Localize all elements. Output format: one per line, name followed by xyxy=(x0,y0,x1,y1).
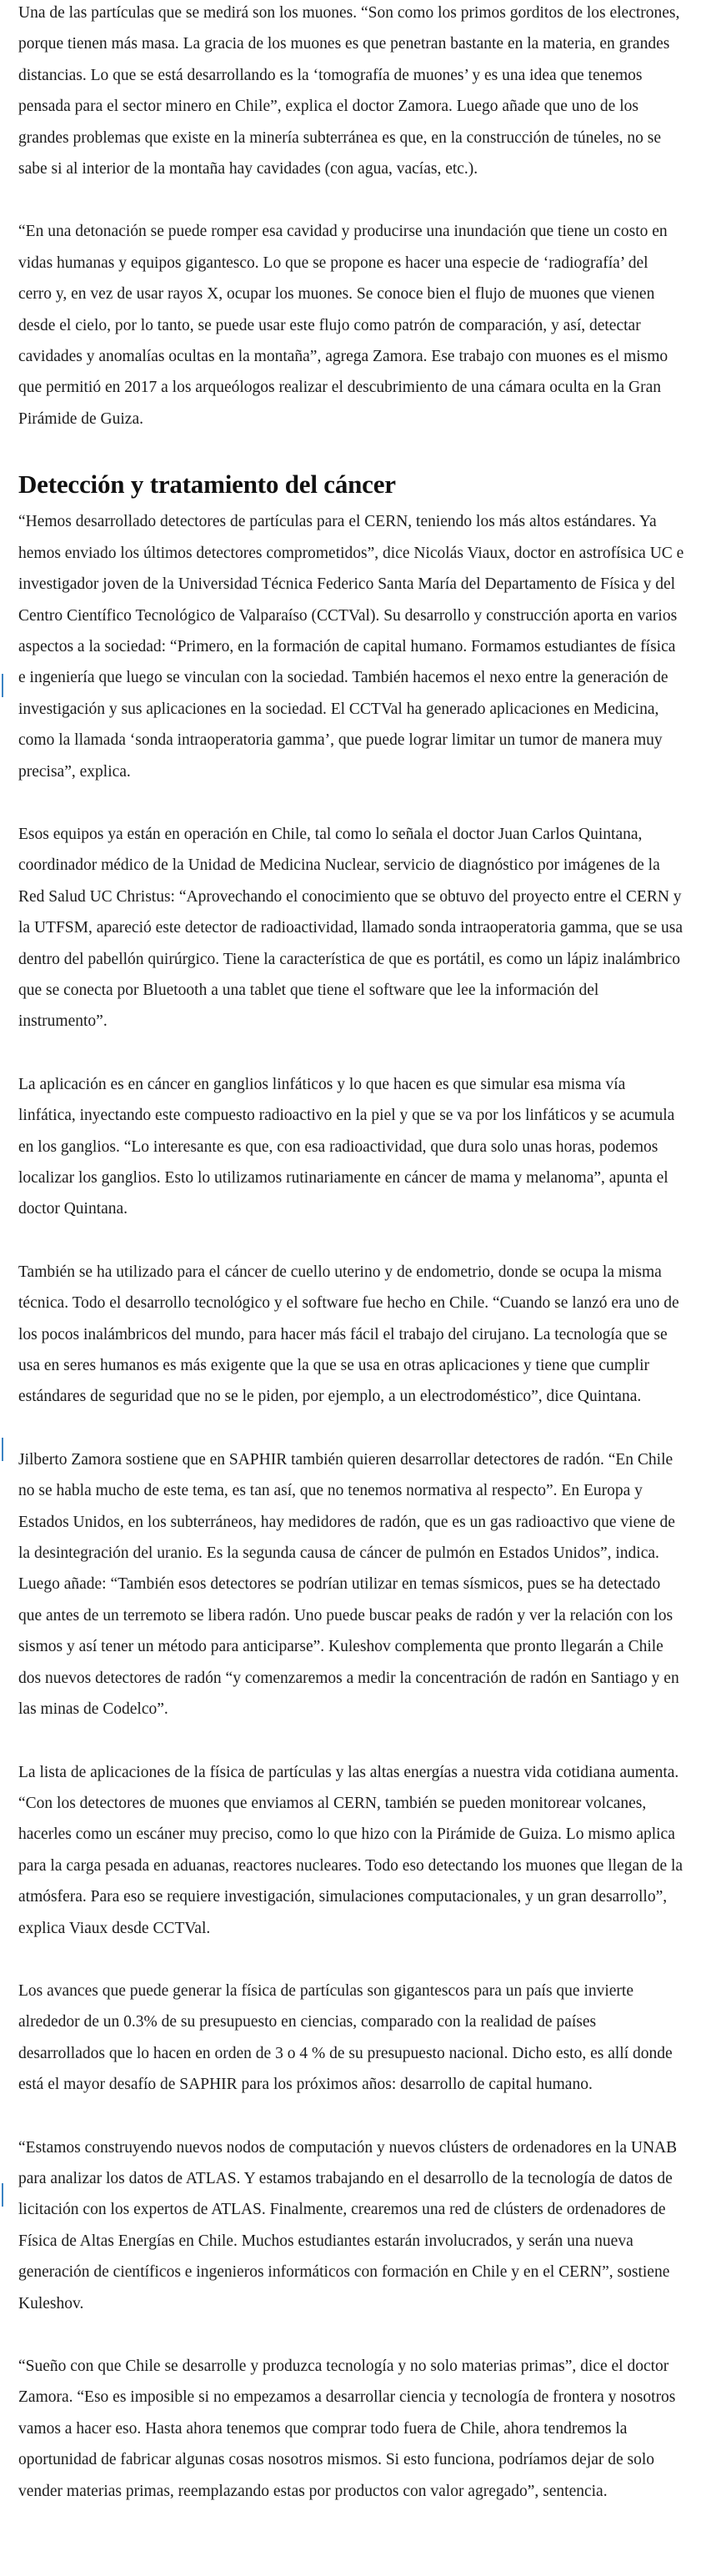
paragraph-kuleshov-atlas: “Estamos construyendo nuevos nodos de computación y nuevos clústers de ordenadores en la UNAB para analizar los datos de ATLAS. Y estamos trabajando en el desarrollo de la tecnología de datos de licitación con los expertos de ATLAS. Finalmente, crearemos una red de clústers de ordenadores de Física de Altas Energías en Chile. Muchos estudiantes estarán involucrados, y serán una nueva generación de científicos e ingenieros informáticos con formación en Chile y en el CERN”, sostiene Kuleshov. xyxy=(18,2138,678,2312)
left-edge-marker xyxy=(2,1438,3,1461)
section-heading: Detección y tratamiento del cáncer xyxy=(18,470,396,500)
article-body xyxy=(18,0,685,2538)
left-edge-marker xyxy=(2,2183,3,2207)
paragraph-muones: Una de las partículas que se medirá son los muones. “Son como los primos gorditos de los electrones, porque tienen más masa. La gracia de los muones es que penetran bastante en la materia, en grandes distancias. Lo que se está desarrollando es la ‘tomografía de muones’ y es una idea que tenemos pensada para el sector minero en Chile”, explica el doctor Zamora. Luego añade que uno de los grandes problemas que existe en la minería subterránea es que, en la construcción de túneles, no se sabe si al interior de la montaña hay cavidades (con agua, vacías, etc.). xyxy=(18,4,680,178)
paragraph-detonacion: “En una detonación se puede romper esa cavidad y producirse una inundación que tiene un costo en vidas humanas y equipos gigantesco. Lo que se propone es hacer una especie de ‘radiografía’ del cerro y, en vez de usar rayos X, ocupar los muones. Se conoce bien el flujo de muones que vienen desde el cielo, por lo tanto, se puede usar este flujo como patrón de comparación, y así, detectar cavidades y anomalías ocultas en la montaña”, agrega Zamora. Ese trabajo con muones es el mismo que permitió en 2017 a los arqueólogos realizar el descubrimiento de una cámara oculta en la Gran Pirámide de Guiza. xyxy=(18,223,668,428)
paragraph-zamora-sueno: “Sueño con que Chile se desarrolle y produzca tecnología y no solo materias primas”, dice el doctor Zamora. “Eso es imposible si no empezamos a desarrollar ciencia y tecnología de frontera y nosotros vamos a hacer eso. Hasta ahora tenemos que comprar todo fuera de Chile, ahora tendremos la oportunidad de fabricar algunas cosas nosotros mismos. Si esto funciona, podríamos dejar de solo vender materias primas, reemplazando estas por productos con valor agregado”, sentencia. xyxy=(18,2358,676,2500)
paragraph-cuello-uterino: También se ha utilizado para el cáncer de cuello uterino y de endometrio, donde se ocupa la misma técnica. Todo el desarrollo tecnológico y el software fue hecho en Chile. “Cuando se lanzó era uno de los pocos inalámbricos del mundo, para hacer más fácil el trabajo del cirujano. La tecnología que se usa en seres humanos es más exigente que la que se usa en otras aplicaciones y tiene que cumplir estándares de seguridad que no se le piden, por ejemplo, a un electrodoméstico”, dice Quintana. xyxy=(18,1263,679,1406)
paragraph-aplicaciones: La lista de aplicaciones de la física de partículas y las altas energías a nuestra vida cotidiana aumenta. “Con los detectores de muones que enviamos al CERN, también se pueden monitorear volcanes, hacerles como un escáner muy preciso, como lo que hizo con la Pirámide de Guiza. Lo mismo aplica para la carga pesada en aduanas, reactores nucleares. Todo eso detectando los muones que llegan de la atmósfera. Para eso se requiere investigación, simulaciones computacionales, y un gran desarrollo”, explica Viaux desde CCTVal. xyxy=(18,1763,683,1937)
left-edge-marker xyxy=(2,674,3,697)
paragraph-ganglios: La aplicación es en cáncer en ganglios linfáticos y lo que hacen es que simular esa misma vía linfática, inyectando este compuesto radioactivo en la piel y que se va por los linfáticos y se acumula en los ganglios. “Lo interesante es que, con esa radioactividad, que dura solo unas horas, podemos localizar los ganglios. Esto lo utilizamos rutinariamente en cáncer de mama y melanoma”, apunta el doctor Quintana. xyxy=(18,1075,675,1218)
paragraph-radon: Jilberto Zamora sostiene que en SAPHIR también quieren desarrollar detectores de radón. “En Chile no se habla mucho de este tema, es tan así, que no tenemos normativa al respecto”. En Europa y Estados Unidos, en los subterráneos, hay medidores de radón, que es un gas radioactivo que viene de la desintegración del uranio. Es la segunda causa de cáncer de pulmón en Estados Unidos”, indica. Luego añade: “También esos detectores se podrían utilizar en temas sísmicos, pues se ha detectado que antes de un terremoto se libera radón. Uno puede buscar peaks de radón y ver la relación con los sismos y así tener un método para anticiparse”. Kuleshov complementa que pronto llegarán a Chile dos nuevos detectores de radón “y comenzaremos a medir la concentración de radón en Santiago y en las minas de Codelco”. xyxy=(18,1450,679,1719)
paragraph-viaux-cern: “Hemos desarrollado detectores de partículas para el CERN, teniendo los más altos estándares. Ya hemos enviado los últimos detectores comprometidos”, dice Nicolás Viaux, doctor en astrofísica UC e investigador joven de la Universidad Técnica Federico Santa María del Departamento de Física y del Centro Científico Tecnológico de Valparaíso (CCTVal). Su desarrollo y construcción aporta en varios aspectos a la sociedad: “Primero, en la formación de capital humano. Formamos estudiantes de física e ingeniería que luego se vinculan con la sociedad. También hacemos el nexo entre la generación de investigación y sus aplicaciones en la sociedad. El CCTVal ha generado aplicaciones en Medicina, como la llamada ‘sonda intraoperatoria gamma’, que puede lograr limitar un tumor de manera muy precisa”, explica. xyxy=(18,513,684,781)
paragraph-presupuesto: Los avances que puede generar la física de partículas son gigantescos para un país que invierte alrededor de un 0.3% de su presupuesto en ciencias, comparado con la realidad de países desarrollados que lo hacen en orden de 3 o 4 % de su presupuesto nacional. Dicho esto, es allí donde está el mayor desafío de SAPHIR para los próximos años: desarrollo de capital humano. xyxy=(18,1981,673,2094)
paragraph-quintana-equipos: Esos equipos ya están en operación en Chile, tal como lo señala el doctor Juan Carlos Quintana, coordinador médico de la Unidad de Medicina Nuclear, servicio de diagnóstico por imágenes de la Red Salud UC Christus: “Aprovechando el conocimiento que se obtuvo del proyecto entre el CERN y la UTFSM, apareció este detector de radioactividad, llamado sonda intraoperatoria gamma, que se usa dentro del pabellón quirúrgico. Tiene la característica de que es portátil, es como un lápiz inalámbrico que se conecta por Bluetooth a una tablet que tiene el software que lee la información del instrumento”. xyxy=(18,825,683,1031)
